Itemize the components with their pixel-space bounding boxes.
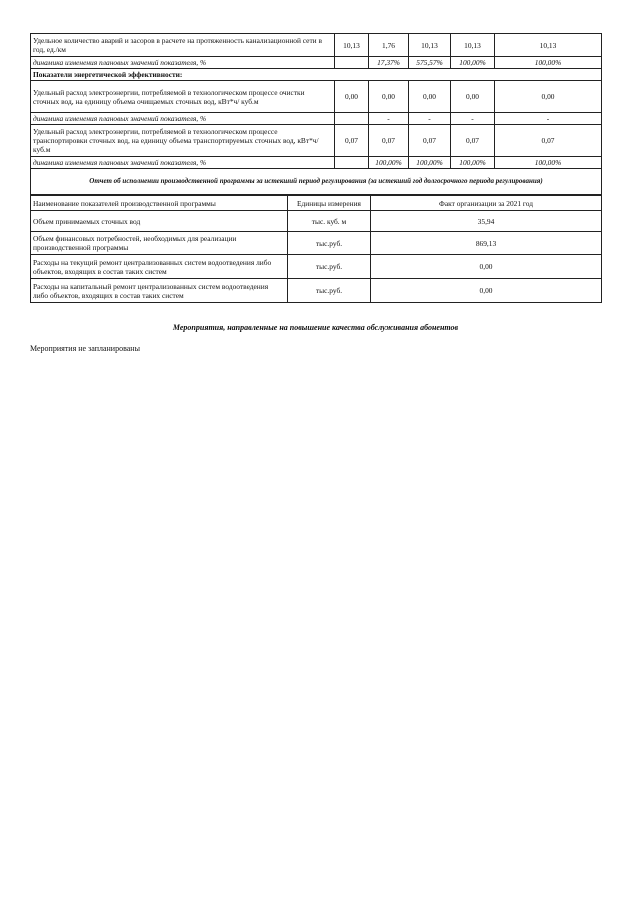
table-row	[31, 232, 602, 255]
table-row	[31, 125, 602, 157]
table-row	[31, 255, 602, 279]
header-value: Факт организации за 2021 год	[371, 196, 602, 211]
value-cell: 100,00%	[409, 157, 451, 169]
value-cell: -	[409, 113, 451, 125]
caption-row	[31, 169, 602, 195]
value-cell: 100,00%	[369, 157, 409, 169]
row-label: динамика изменения плановых значений показателя, %	[31, 57, 335, 69]
indicator-name: Объем финансовых потребностей, необходимых для реализации производственной программы	[31, 232, 288, 255]
table-row	[31, 157, 602, 169]
value-cell: 0,00	[335, 81, 369, 113]
value-cell: 10,13	[335, 34, 369, 57]
report-header-row	[31, 196, 602, 211]
document-page	[30, 33, 601, 303]
indicator-unit: тыс.руб.	[288, 232, 371, 255]
indicator-name: Расходы на капитальный ремонт централизованных систем водоотведения либо объектов, входящих в состав таких систем	[31, 279, 288, 303]
report-caption: Отчет об исполнении производственной программы за истекший период регулирования (за истекший год долгосрочного периода регулирования)	[31, 169, 602, 195]
value-cell: 575,57%	[409, 57, 451, 69]
value-cell: 10,13	[409, 34, 451, 57]
value-cell: 1,76	[369, 34, 409, 57]
section-heading: Мероприятия, направленные на повышение качества обслуживания абонентов	[172, 323, 459, 332]
value-cell: -	[369, 113, 409, 125]
indicators-table	[30, 33, 602, 195]
table-row	[31, 57, 602, 69]
indicator-name: Объем принимаемых сточных вод	[31, 211, 288, 232]
indicator-value: 0,00	[371, 255, 602, 279]
indicator-unit: тыс.руб.	[288, 255, 371, 279]
indicator-unit: тыс.руб.	[288, 279, 371, 303]
value-cell: 10,13	[451, 34, 495, 57]
table-row	[31, 81, 602, 113]
value-cell: 0,07	[369, 125, 409, 157]
row-label: динамика изменения плановых значений показателя, %	[31, 157, 335, 169]
value-cell: 0,00	[369, 81, 409, 113]
value-cell	[335, 157, 369, 169]
section-label: Показатели энергетической эффективности:	[31, 69, 602, 81]
value-cell: 17,37%	[369, 57, 409, 69]
value-cell	[335, 113, 369, 125]
header-unit: Единицы измерения	[288, 196, 371, 211]
indicator-name: Расходы на текущий ремонт централизованных систем водоотведения либо объектов, входящих в состав таких систем	[31, 255, 288, 279]
value-cell: -	[451, 113, 495, 125]
indicator-unit: тыс. куб. м	[288, 211, 371, 232]
section-row	[31, 69, 602, 81]
value-cell: 0,07	[409, 125, 451, 157]
value-cell: 100,00%	[451, 157, 495, 169]
section-note: Мероприятия не запланированы	[30, 344, 140, 353]
table-row	[31, 279, 602, 303]
value-cell	[335, 57, 369, 69]
value-cell: 0,00	[495, 81, 602, 113]
indicator-value: 869,13	[371, 232, 602, 255]
header-name: Наименование показателей производственной программы	[31, 196, 288, 211]
value-cell: 0,00	[451, 81, 495, 113]
value-cell: -	[495, 113, 602, 125]
value-cell: 100,00%	[495, 157, 602, 169]
row-label: динамика изменения плановых значений показателя, %	[31, 113, 335, 125]
value-cell: 0,07	[451, 125, 495, 157]
row-label: Удельное количество аварий и засоров в расчете на протяженность канализационной сети в год, ед./км	[31, 34, 335, 57]
table-row	[31, 34, 602, 57]
value-cell: 10,13	[495, 34, 602, 57]
table-row	[31, 113, 602, 125]
value-cell: 0,00	[409, 81, 451, 113]
value-cell: 100,00%	[495, 57, 602, 69]
indicator-value: 35,94	[371, 211, 602, 232]
indicator-value: 0,00	[371, 279, 602, 303]
value-cell: 0,07	[495, 125, 602, 157]
value-cell: 0,07	[335, 125, 369, 157]
row-label: Удельный расход электроэнергии, потребляемой в технологическом процессе транспортировки сточных вод, на единицу объема транспортируемых сточных вод, кВт*ч/ куб.м	[31, 125, 335, 157]
row-label: Удельный расход электроэнергии, потребляемой в технологическом процессе очистки сточных вод, на единицу объема очищаемых сточных вод, кВт*ч/ куб.м	[31, 81, 335, 113]
value-cell: 100,00%	[451, 57, 495, 69]
report-table	[30, 195, 602, 303]
table-row	[31, 211, 602, 232]
